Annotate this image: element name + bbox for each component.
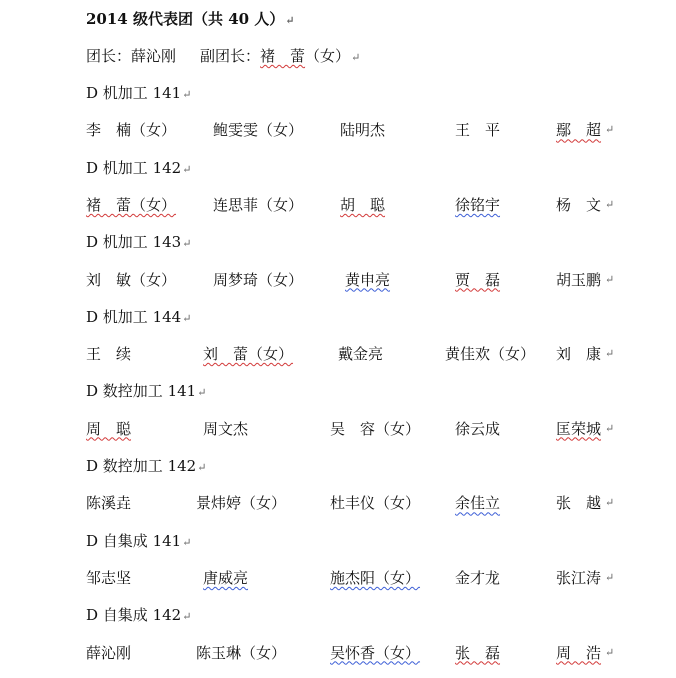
document-title [86,7,295,31]
member-name: 余佳立 [455,494,501,513]
class-name: D 自集成 141 [86,531,182,550]
member-name: 黄佳欢（女） [445,345,536,364]
paragraph-mark-icon: ↵ [605,197,615,211]
member-name: 徐云成 [455,419,501,438]
member-name: 张江涛 [556,568,602,587]
member-name: 褚 蕾（女） [86,195,177,214]
member-name: 杨 文 [556,195,602,214]
member-name: 鲍雯雯（女） [213,121,304,140]
leaders-line [86,44,360,68]
paragraph-mark-icon: ↵ [605,272,615,286]
member-row [86,193,616,217]
class-name: D 机加工 144 [86,307,182,326]
paragraph-mark-icon: ↵ [285,14,295,27]
paragraph-mark-icon: ↵ [605,421,615,435]
paragraph-mark-icon: ↵ [351,51,361,64]
title-text: 2014 级代表团（共 40 人） [86,10,285,28]
class-heading [86,230,191,254]
paragraph-mark-icon: ↵ [182,610,192,624]
member-name: 陈玉琳（女） [196,643,287,662]
member-name: 王 续 [86,345,132,364]
member-name: 周文杰 [203,419,249,438]
paragraph-mark-icon: ↵ [182,311,192,325]
class-heading [86,379,206,403]
paragraph-mark-icon: ↵ [605,123,615,137]
member-name: 景炜婷（女） [196,494,287,513]
member-name: 连思菲（女） [213,195,304,214]
class-name: D 机加工 142 [86,158,182,177]
class-heading [86,81,191,105]
member-name: 李 楠（女） [86,121,177,140]
paragraph-mark-icon: ↵ [605,496,615,510]
member-name: 陈溪垚 [86,494,132,513]
member-row [86,342,616,366]
class-heading [86,156,191,180]
class-name: D 机加工 141 [86,84,182,102]
member-name: 黄申亮 [345,270,391,289]
member-name: 杜丰仪（女） [330,494,421,513]
member-name: 张 越 [556,494,602,513]
member-name: 戴金亮 [338,345,384,364]
vice-leader-name: 褚 蕾 [260,47,306,65]
member-name: 唐威亮 [203,568,249,587]
member-name: 周 浩 [556,643,602,662]
member-row [86,641,616,665]
member-name: 胡 聪 [340,195,386,214]
member-name: 刘 康 [556,345,602,364]
member-name: 施杰阳（女） [330,568,421,587]
paragraph-mark-icon: ↵ [197,461,207,474]
paragraph-mark-icon: ↵ [605,347,615,361]
class-name: D 数控加工 142 [86,457,197,475]
member-name: 薛沁刚 [86,643,132,662]
vice-leader-label: 副团长： [200,47,261,65]
member-row [86,118,616,142]
member-name: 贾 磊 [455,270,501,289]
class-name: D 机加工 143 [86,233,182,252]
member-name: 陆明杰 [340,121,386,140]
class-name: D 自集成 142 [86,606,182,625]
class-heading [86,529,191,553]
paragraph-mark-icon: ↵ [605,570,615,584]
class-heading [86,454,206,478]
paragraph-mark-icon: ↵ [182,535,192,549]
member-name: 刘 敏（女） [86,270,177,289]
member-name: 金才龙 [455,568,501,587]
paragraph-mark-icon: ↵ [197,386,207,400]
class-heading [86,305,191,329]
member-name: 周 聪 [86,419,132,438]
leader-label: 团长：薛沁刚 [86,47,177,65]
member-name: 匡荣城 [556,419,602,438]
member-name: 王 平 [455,121,501,140]
member-row [86,417,616,441]
paragraph-mark-icon: ↵ [182,162,192,176]
member-row [86,566,616,590]
class-name: D 数控加工 141 [86,382,197,401]
member-name: 吴 容（女） [330,419,421,438]
member-name: 鄢 超 [556,121,602,140]
member-name: 吴怀香（女） [330,643,421,662]
member-name: 周梦琦（女） [213,270,304,289]
member-name: 邹志坚 [86,568,132,587]
class-heading [86,603,191,627]
vice-leader-suffix: （女） [305,47,351,65]
member-name: 胡玉鹏 [556,270,602,289]
member-name: 张 磊 [455,643,501,662]
member-row [86,491,616,515]
paragraph-mark-icon: ↵ [182,237,192,251]
member-name: 徐铭宇 [455,195,501,214]
paragraph-mark-icon: ↵ [605,645,615,659]
member-row [86,268,616,292]
member-name: 刘 蕾（女） [203,345,294,364]
paragraph-mark-icon: ↵ [182,88,192,101]
